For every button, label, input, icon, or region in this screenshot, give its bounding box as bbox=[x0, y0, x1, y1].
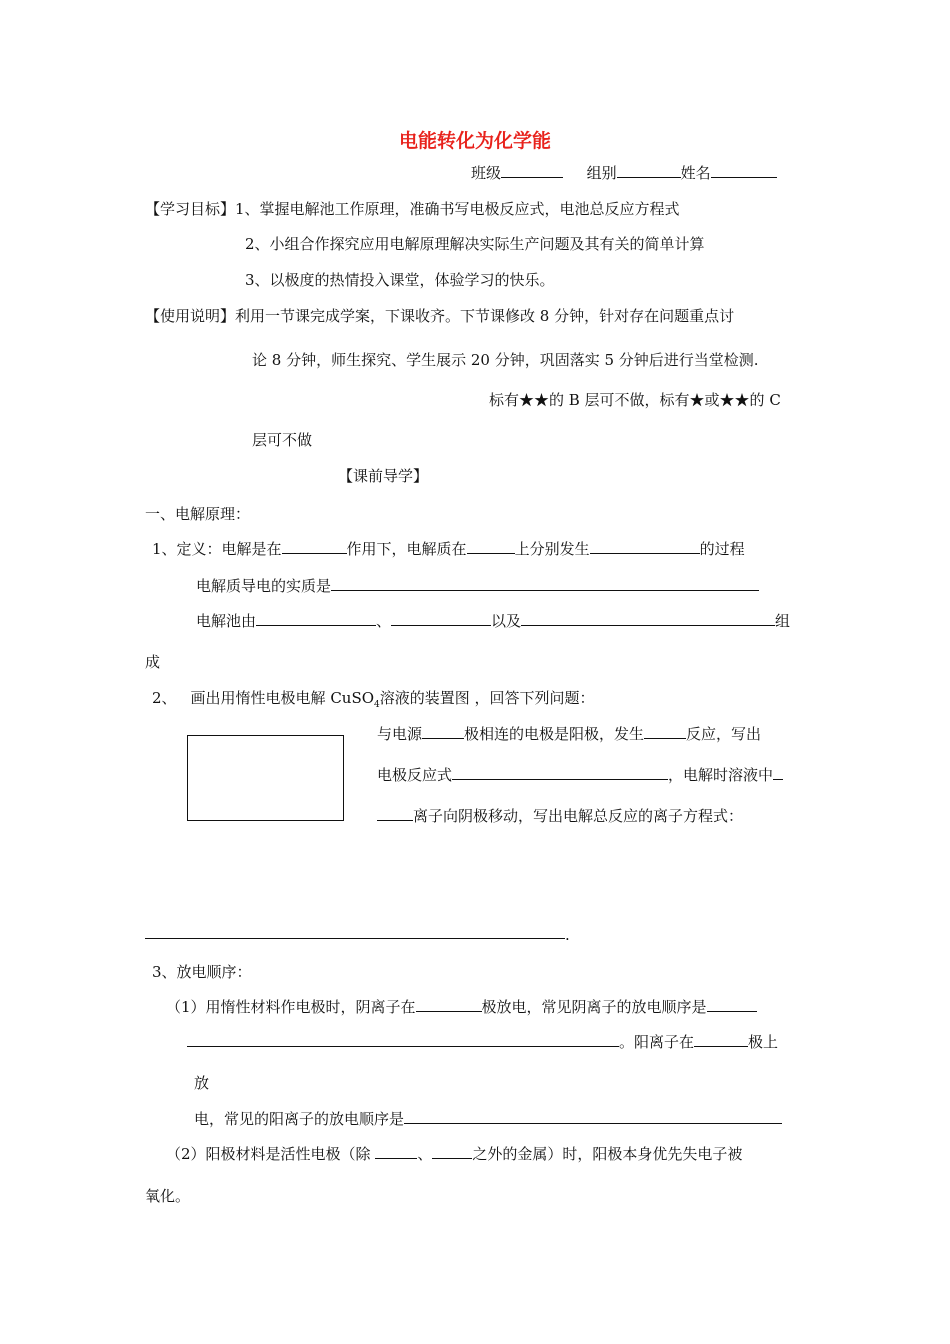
usage-text-2: 论 8 分钟，师生探究、学生展示 20 分钟，巩固落实 5 分钟后进行当堂检测. bbox=[252, 351, 759, 369]
q1-cell-sep: 、 bbox=[376, 612, 392, 630]
class-label: 班级 bbox=[471, 164, 502, 182]
q3-p1-d: 极上 bbox=[748, 1033, 779, 1051]
q3-p1-c: 。阳离子在 bbox=[619, 1033, 695, 1051]
q1-cheng: 成 bbox=[145, 653, 161, 671]
q1-cell bbox=[196, 611, 790, 631]
q3-p2-line-2: 氧化。 bbox=[145, 1187, 191, 1205]
q1-cell-blank-1[interactable] bbox=[256, 611, 376, 626]
q1-cell-and: 以及 bbox=[491, 612, 522, 630]
q3-p2-line-1 bbox=[166, 1144, 742, 1164]
q1-blank-3[interactable] bbox=[590, 539, 700, 554]
q2-l2-a: 电极反应式 bbox=[377, 766, 453, 784]
q2-prompt bbox=[152, 688, 595, 715]
q1-text-b: 作用下，电解质在 bbox=[346, 540, 467, 558]
q2-blank-ion-b[interactable] bbox=[377, 806, 413, 821]
q1-definition bbox=[152, 539, 745, 559]
q1-blank-1[interactable] bbox=[282, 539, 347, 554]
group-label: 组别 bbox=[586, 164, 617, 182]
q1-text-c: 上分别发生 bbox=[514, 540, 590, 558]
q2-line-3 bbox=[377, 806, 743, 826]
goal-line-1 bbox=[145, 199, 680, 219]
q1-text-d: 的过程 bbox=[699, 540, 745, 558]
q2-blank-equation[interactable] bbox=[452, 765, 668, 780]
class-blank[interactable] bbox=[501, 163, 563, 178]
apparatus-drawing-box[interactable] bbox=[187, 735, 344, 821]
q3-p2-sep: 、 bbox=[417, 1145, 433, 1163]
q2-subscript: 4 bbox=[374, 700, 380, 710]
q2-blank-electrode[interactable] bbox=[422, 724, 464, 739]
q3-p1-a: （1）用惰性材料作电极时，阴离子在 bbox=[166, 998, 416, 1016]
q1-text-a: 1、定义：电解是在 bbox=[152, 540, 282, 558]
page-title: 电能转化为化学能 bbox=[398, 130, 551, 152]
student-info-row bbox=[471, 163, 777, 183]
group-blank[interactable] bbox=[617, 163, 681, 178]
q1-cell-text: 电解池由 bbox=[196, 612, 257, 630]
q3-p1-e: 电，常见的阳离子的放电顺序是 bbox=[194, 1110, 405, 1128]
q3-p2-b: 之外的金属）时，阳极本身优先失电子被 bbox=[472, 1145, 743, 1163]
q2-text-a: 画出用惰性电极电解 CuSO bbox=[190, 689, 375, 707]
goal-item-2: 2、小组合作探究应用电解原理解决实际生产问题及其有关的简单计算 bbox=[245, 235, 705, 253]
q2-l3-text: 离子向阴极移动，写出电解总反应的离子方程式： bbox=[413, 807, 744, 825]
q1-essence-text: 电解质导电的实质是 bbox=[196, 577, 332, 595]
q1-essence-blank[interactable] bbox=[331, 576, 759, 591]
q3-blank-cation-electrode[interactable] bbox=[694, 1032, 748, 1047]
q2-period: . bbox=[565, 926, 570, 944]
q3-heading: 3、放电顺序： bbox=[152, 963, 252, 981]
q3-p2-a: （2）阳极材料是活性电极（除 bbox=[166, 1145, 376, 1163]
usage-line-1 bbox=[145, 306, 734, 326]
usage-text-1: 利用一节课完成学案，下课收齐。下节课修改 8 分钟，针对存在问题重点讨 bbox=[235, 307, 735, 325]
q3-p1-line-2 bbox=[187, 1032, 778, 1052]
q2-num: 2、 bbox=[152, 689, 177, 707]
usage-text-4: 层可不做 bbox=[252, 431, 313, 449]
q3-blank-cation-order[interactable] bbox=[404, 1109, 782, 1124]
goal-item-1: 1、掌握电解池工作原理，准确书写电极反应式，电池总反应方程式 bbox=[235, 200, 680, 218]
q3-blank-anion-order-a[interactable] bbox=[707, 997, 757, 1012]
q3-p1-line-3 bbox=[194, 1109, 782, 1129]
q1-cell-blank-2[interactable] bbox=[391, 611, 491, 626]
q1-cell-blank-3[interactable] bbox=[521, 611, 775, 626]
part1-heading: 一、电解原理： bbox=[145, 505, 251, 523]
q2-l1-a: 与电源 bbox=[377, 725, 423, 743]
name-label: 姓名 bbox=[680, 164, 711, 182]
q2-line-1 bbox=[377, 724, 761, 744]
q2-blank-reaction[interactable] bbox=[644, 724, 686, 739]
q1-cell-zu: 组 bbox=[775, 612, 791, 630]
name-blank[interactable] bbox=[711, 163, 777, 178]
q3-p1-line-1 bbox=[166, 997, 757, 1017]
usage-tag: 【使用说明】 bbox=[145, 307, 236, 325]
q3-blank-metal-2[interactable] bbox=[432, 1144, 472, 1159]
q2-l1-b: 极相连的电极是阳极，发生 bbox=[464, 725, 645, 743]
q2-answer-line[interactable] bbox=[145, 938, 565, 939]
q2-l2-b: ，电解时溶液中 bbox=[668, 766, 774, 784]
q3-p1-b: 极放电，常见阴离子的放电顺序是 bbox=[481, 998, 707, 1016]
q3-fang: 放 bbox=[194, 1074, 210, 1092]
q3-blank-anion-order-b[interactable] bbox=[187, 1032, 619, 1047]
q2-l1-c: 反应，写出 bbox=[686, 725, 762, 743]
usage-text-3: 标有★★的 B 层可不做，标有★或★★的 C bbox=[489, 391, 781, 409]
q1-essence bbox=[196, 576, 759, 596]
q3-blank-metal-1[interactable] bbox=[375, 1144, 417, 1159]
goal-item-3: 3、以极度的热情投入课堂，体验学习的快乐。 bbox=[245, 271, 555, 289]
q2-line-2 bbox=[377, 765, 783, 785]
q2-text-b: 溶液的装置图 ，回答下列问题： bbox=[379, 689, 595, 707]
goals-tag: 【学习目标】 bbox=[145, 200, 236, 218]
q2-blank-ion-a[interactable] bbox=[773, 765, 783, 780]
q3-blank-anion-electrode[interactable] bbox=[416, 997, 482, 1012]
q1-blank-2[interactable] bbox=[467, 539, 515, 554]
section-preclass: 【课前导学】 bbox=[338, 467, 429, 485]
